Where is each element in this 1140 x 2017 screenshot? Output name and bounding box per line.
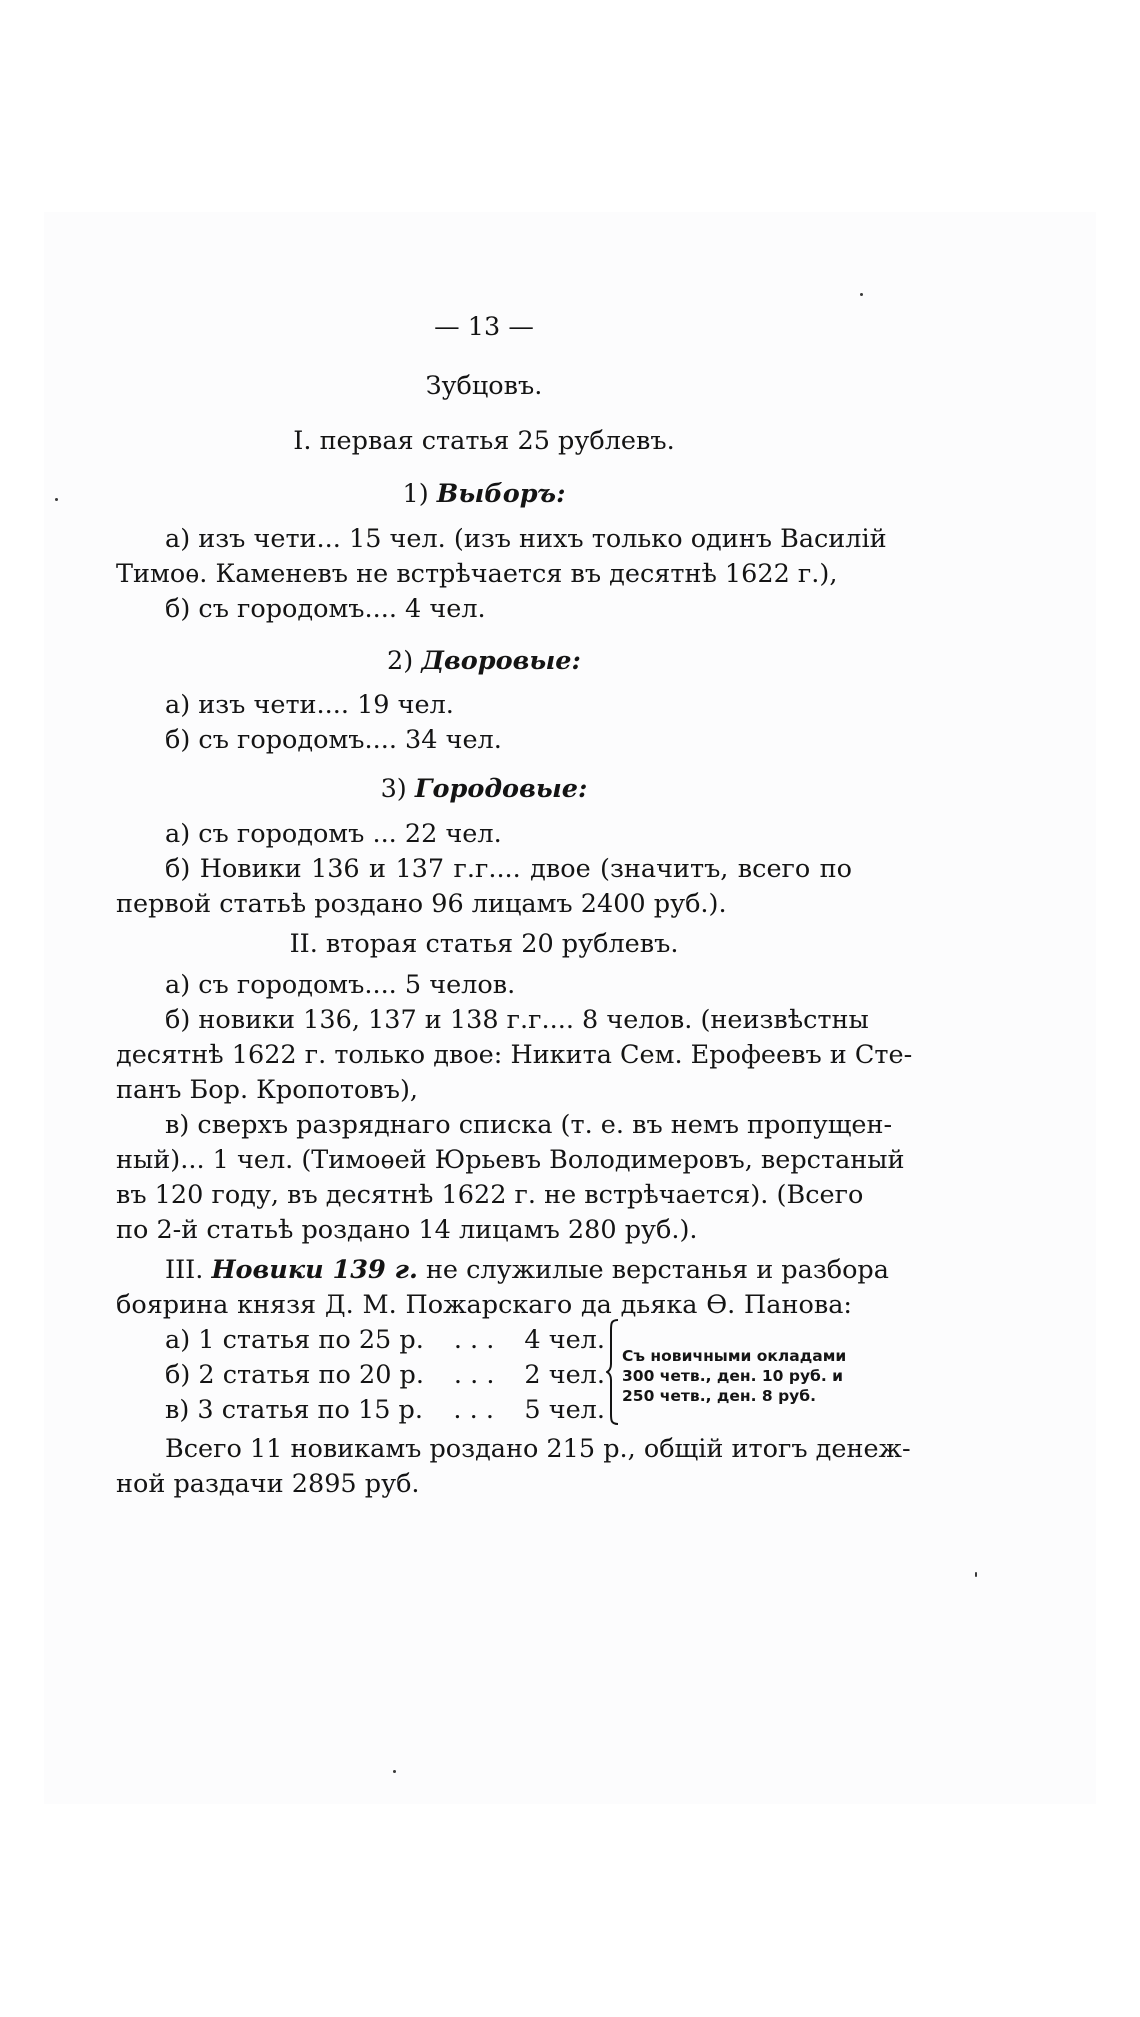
page-heading: Зубцовъ. [425, 371, 543, 401]
subsection-1-2-heading [116, 644, 852, 678]
text-line: б) новики 136, 137 и 138 г.г.... 8 челов. (неизвѣстны [165, 1005, 869, 1035]
list-item-count: 5 чел. [524, 1395, 605, 1425]
text-line: а) съ городомъ.... 5 челов. [165, 970, 516, 1000]
page-number: — 13 — [434, 312, 534, 342]
scan-speck [393, 1770, 396, 1773]
list-item-label: а) 1 статья по 25 р. [165, 1325, 424, 1355]
list-item [165, 1323, 605, 1358]
list-item-count: 2 чел. [524, 1360, 605, 1390]
total-line: ной раздачи 2895 руб. [116, 1469, 420, 1499]
text-line: первой статьѣ роздано 96 лицамъ 2400 руб.). [116, 889, 727, 919]
text-line: десятнѣ 1622 г. только двое: Никита Сем. Ерофеевъ и Сте- [116, 1040, 913, 1070]
novice-list [165, 1323, 605, 1428]
text-line: б) Новики 136 и 137 г.г.... двое (значитъ, всего по [165, 854, 852, 884]
subsection-number: 2) [387, 646, 414, 676]
subsection-number: 1) [402, 479, 429, 509]
text-line: б) съ городомъ.... 4 чел. [165, 594, 486, 624]
list-item-dots: . . . [453, 1395, 494, 1425]
total-line: Всего 11 новикамъ роздано 215 р., общій итогъ денеж- [165, 1434, 911, 1464]
text-line: боярина князя Д. М. Пожарскаго да дьяка Ѳ. Панова: [116, 1290, 852, 1320]
list-item-label: б) 2 статья по 20 р. [165, 1360, 424, 1390]
text-line: по 2-й статьѣ роздано 14 лицамъ 280 руб.). [116, 1215, 698, 1245]
list-item-label: в) 3 статья по 15 р. [165, 1395, 423, 1425]
text-line: ный)... 1 чел. (Тимоѳей Юрьевъ Володимеровъ, верстаный [116, 1145, 905, 1175]
text-line: б) съ городомъ.... 34 чел. [165, 725, 502, 755]
list-item [165, 1358, 605, 1393]
section-3-title: Новики 139 г. [211, 1255, 418, 1285]
curly-brace-icon [606, 1318, 620, 1426]
subsection-number: 3) [380, 774, 407, 804]
section-3-line-rest: не служилые верстанья и разбора [425, 1255, 889, 1285]
text-line: а) съ городомъ ... 22 чел. [165, 819, 502, 849]
text-line: в) сверхъ разряднаго списка (т. е. въ немъ пропущен- [165, 1110, 893, 1140]
scan-speck [860, 293, 863, 296]
subsection-1-1-heading [116, 477, 852, 511]
text-line: панъ Бор. Кропотовъ), [116, 1075, 419, 1105]
section-2-title: II. вторая статья 20 рублевъ. [289, 929, 679, 959]
subsection-title: Городовые: [414, 774, 588, 804]
subsection-title: Дворовые: [421, 646, 581, 676]
note-line: 250 четв., ден. 8 руб. [622, 1387, 816, 1405]
section-3-prefix: III. [165, 1255, 204, 1285]
scan-speck [975, 1572, 977, 1577]
section-1-title: I. первая статья 25 рублевъ. [293, 426, 675, 456]
subsection-1-3-heading [116, 772, 852, 806]
subsection-title: Выборъ: [436, 479, 566, 509]
list-item-dots: . . . [453, 1360, 495, 1390]
text-line: а) изъ чети.... 19 чел. [165, 690, 454, 720]
note-line: Съ новичными окладами [622, 1347, 847, 1365]
scan-speck [55, 498, 58, 501]
list-item [165, 1393, 605, 1428]
text-line: Тимоѳ. Каменевъ не встрѣчается въ десятнѣ 1622 г.), [116, 559, 838, 589]
list-item-dots: . . . [453, 1325, 495, 1355]
note-line: 300 четв., ден. 10 руб. и [622, 1367, 844, 1385]
section-3-first-line [165, 1253, 889, 1287]
salary-note [622, 1346, 854, 1406]
list-item-count: 4 чел. [524, 1325, 605, 1355]
text-line: а) изъ чети... 15 чел. (изъ нихъ только одинъ Василій [165, 524, 887, 554]
text-line: въ 120 году, въ десятнѣ 1622 г. не встрѣчается). (Всего [116, 1180, 864, 1210]
